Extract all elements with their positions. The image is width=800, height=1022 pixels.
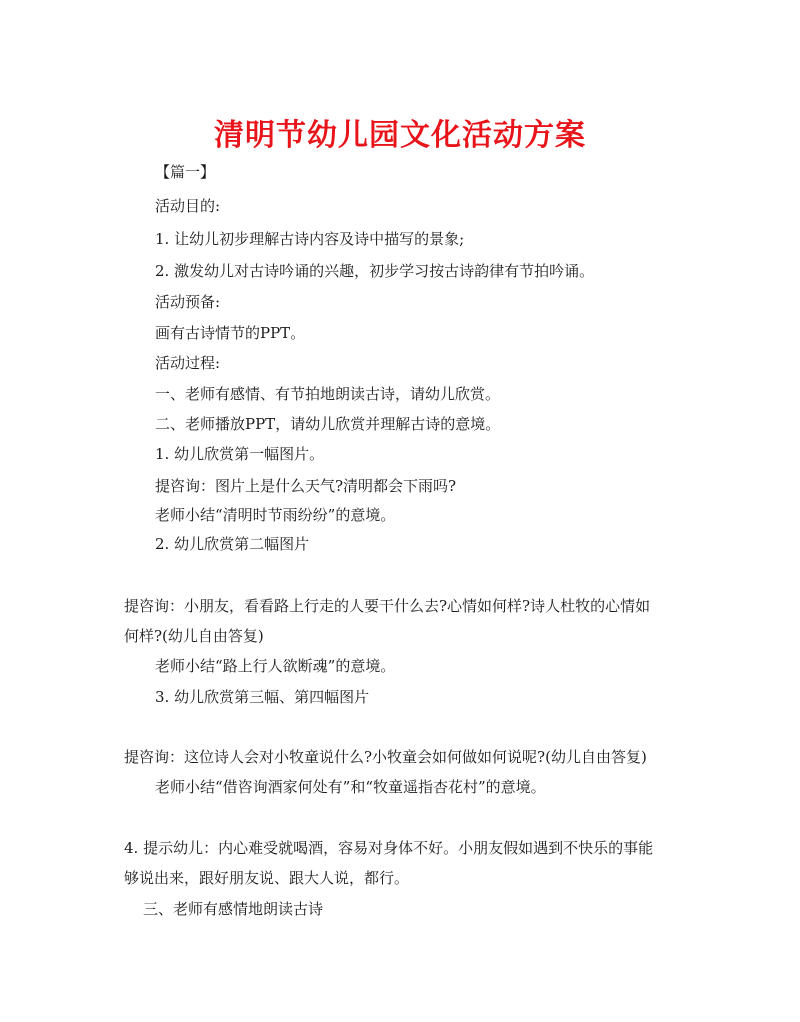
document-title: 清明节幼儿园文化活动方案 — [214, 118, 586, 153]
text-line: 3. 幼儿欣赏第三幅、第四幅图片 — [155, 688, 370, 706]
text-line: 提咨询：这位诗人会对小牧童说什么?小牧童会如何做如何说呢?(幼儿自由答复) — [124, 748, 647, 766]
text-line: 何样?(幼儿自由答复) — [124, 627, 264, 645]
text-line: 老师小结“路上行人欲断魂”的意境。 — [155, 657, 396, 675]
text-line: 活动目的: — [155, 197, 221, 215]
text-line: 提咨询：图片上是什么天气?清明都会下雨吗? — [155, 477, 457, 495]
text-line: 活动过程: — [155, 354, 221, 372]
text-line: 老师小结“借咨询酒家何处有”和“牧童遥指杏花村”的意境。 — [155, 778, 546, 796]
text-line: 老师小结“清明时节雨纷纷”的意境。 — [155, 506, 396, 524]
text-line: 4. 提示幼儿：内心难受就喝酒，容易对身体不好。小朋友假如遇到不快乐的事能 — [124, 839, 654, 857]
text-line: 够说出来，跟好朋友说、跟大人说，都行。 — [124, 869, 410, 887]
text-line: 提咨询：小朋友，看看路上行走的人要干什么去?心情如何样?诗人杜牧的心情如 — [124, 597, 651, 615]
text-line: 画有古诗情节的PPT。 — [155, 324, 306, 342]
text-line: 一、老师有感情、有节拍地朗读古诗，请幼儿欣赏。 — [155, 385, 501, 403]
text-line: 1. 让幼儿初步理解古诗内容及诗中描写的景象; — [155, 230, 465, 248]
text-line: 三、老师有感情地朗读古诗 — [143, 900, 324, 918]
text-line: 2. 幼儿欣赏第二幅图片 — [155, 535, 310, 553]
text-line: 2. 激发幼儿对古诗吟诵的兴趣，初步学习按古诗韵律有节拍吟诵。 — [155, 262, 595, 280]
section-label: 【篇一】 — [155, 163, 216, 181]
text-line: 1. 幼儿欣赏第一幅图片。 — [155, 445, 325, 463]
text-line: 活动预备: — [155, 293, 221, 311]
text-line: 二、老师播放PPT，请幼儿欣赏并理解古诗的意境。 — [155, 415, 501, 433]
